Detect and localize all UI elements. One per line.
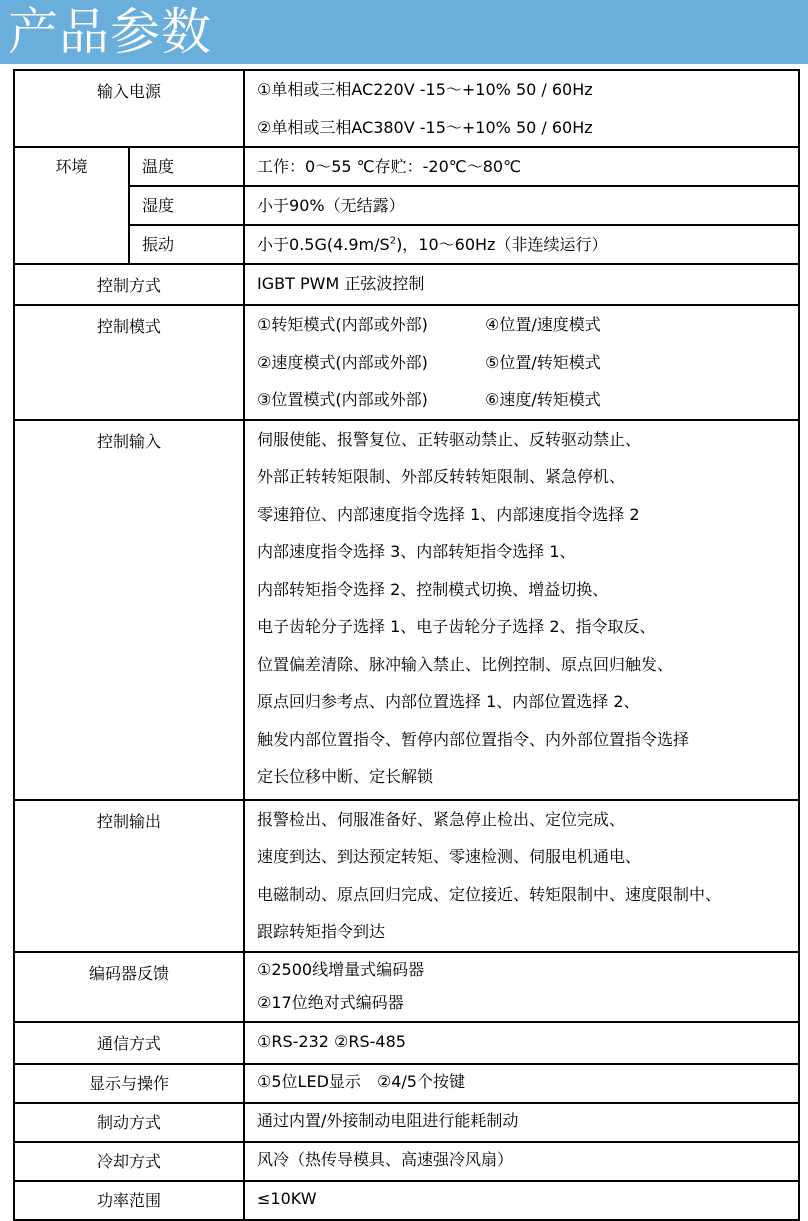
mode-item: ⑥速度/转矩模式 bbox=[485, 390, 601, 409]
mode-item: ②速度模式(内部或外部) bbox=[257, 352, 428, 372]
value-line: ①2500线增量式编码器 bbox=[257, 959, 425, 979]
row-label: 环境 bbox=[14, 147, 129, 264]
value-line: 内部转矩指令选择 2、控制模式切换、增益切换、 bbox=[257, 579, 609, 599]
table-row bbox=[14, 1103, 799, 1142]
row-label: 通信方式 bbox=[14, 1022, 244, 1064]
value-line: 伺服使能、报警复位、正转驱动禁止、反转驱动禁止、 bbox=[257, 429, 642, 449]
row-value: IGBT PWM 正弦波控制 bbox=[244, 264, 799, 305]
value-line: 触发内部位置指令、暂停内部位置指令、内外部位置指令选择 bbox=[257, 729, 690, 749]
table-row bbox=[14, 800, 799, 952]
value-line: 定长位移中断、定长解锁 bbox=[257, 767, 434, 786]
row-value: 风冷（热传导模具、高速强冷风扇） bbox=[244, 1142, 799, 1181]
row-label: 控制模式 bbox=[14, 305, 244, 420]
table-row bbox=[14, 1064, 799, 1103]
row-label: 控制方式 bbox=[14, 264, 244, 305]
value-line: 电子齿轮分子选择 1、电子齿轮分子选择 2、指令取反、 bbox=[257, 617, 656, 636]
value-line: 外部正转转矩限制、外部反转转矩限制、紧急停机、 bbox=[257, 467, 626, 486]
row-value bbox=[244, 420, 799, 800]
row-value: ≤10KW bbox=[244, 1181, 799, 1220]
value-line bbox=[257, 381, 798, 419]
mode-item: ③位置模式(内部或外部) bbox=[257, 390, 428, 409]
spec-table bbox=[13, 69, 800, 1221]
table-row bbox=[14, 264, 799, 305]
value-line: 位置偏差清除、脉冲输入禁止、比例控制、原点回归触发、 bbox=[257, 654, 674, 674]
row-label: 控制输出 bbox=[14, 800, 244, 952]
table-row bbox=[14, 147, 799, 186]
row-label: 显示与操作 bbox=[14, 1064, 244, 1103]
sub-label: 振动 bbox=[129, 225, 244, 264]
row-label: 输入电源 bbox=[14, 70, 244, 147]
value-text: )，10～60Hz（非连续运行） bbox=[396, 235, 608, 254]
row-value: ①5位LED显示 ②4/5个按键 bbox=[244, 1064, 799, 1103]
value-line: 报警检出、伺服准备好、紧急停止检出、定位完成、 bbox=[257, 809, 626, 829]
value-line: ①单相或三相AC220V -15～+10% 50 / 60Hz bbox=[257, 80, 593, 99]
row-label: 控制输入 bbox=[14, 420, 244, 800]
row-value: ①RS-232 ②RS-485 bbox=[244, 1022, 799, 1064]
page-title: 产品参数 bbox=[8, 3, 212, 61]
value-line: 原点回归参考点、内部位置选择 1、内部位置选择 2、 bbox=[257, 692, 640, 711]
row-value bbox=[244, 225, 799, 264]
table-row bbox=[14, 952, 799, 1022]
value-line: 内部速度指令选择 3、内部转矩指令选择 1、 bbox=[257, 542, 576, 561]
mode-item: ④位置/速度模式 bbox=[485, 315, 601, 334]
table-row bbox=[14, 70, 799, 147]
row-value bbox=[244, 952, 799, 1022]
row-value bbox=[244, 800, 799, 952]
row-label: 编码器反馈 bbox=[14, 952, 244, 1022]
row-value bbox=[244, 70, 799, 147]
value-line: ②17位绝对式编码器 bbox=[257, 992, 404, 1012]
value-line bbox=[257, 344, 798, 382]
row-value bbox=[244, 305, 799, 420]
value-line bbox=[257, 306, 798, 344]
row-value: 通过内置/外接制动电阻进行能耗制动 bbox=[244, 1103, 799, 1142]
row-label: 功率范围 bbox=[14, 1181, 244, 1220]
table-row bbox=[14, 420, 799, 800]
row-value: 工作：0～55 ℃存贮：-20℃～80℃ bbox=[244, 147, 799, 186]
value-line: 电磁制动、原点回归完成、定位接近、转矩限制中、速度限制中、 bbox=[257, 884, 722, 904]
table-row bbox=[14, 1181, 799, 1220]
table-row bbox=[14, 186, 799, 225]
sub-label: 湿度 bbox=[129, 186, 244, 225]
header-banner bbox=[0, 0, 808, 64]
superscript: 2 bbox=[389, 235, 397, 247]
value-text: 小于0.5G(4.9m/S bbox=[257, 235, 390, 254]
table-row bbox=[14, 225, 799, 264]
sub-label: 温度 bbox=[129, 147, 244, 186]
table-row bbox=[14, 1022, 799, 1064]
value-line: 跟踪转矩指令到达 bbox=[257, 922, 386, 941]
mode-item: ①转矩模式(内部或外部) bbox=[257, 315, 428, 334]
value-line: 零速箝位、内部速度指令选择 1、内部速度指令选择 2 bbox=[257, 504, 640, 524]
value-line: 速度到达、到达预定转矩、零速检测、伺服电机通电、 bbox=[257, 847, 642, 866]
row-value: 小于90%（无结露） bbox=[244, 186, 799, 225]
row-label: 冷却方式 bbox=[14, 1142, 244, 1181]
mode-item: ⑤位置/转矩模式 bbox=[485, 352, 601, 372]
row-label: 制动方式 bbox=[14, 1103, 244, 1142]
table-row bbox=[14, 1142, 799, 1181]
table-row bbox=[14, 305, 799, 420]
value-line: ②单相或三相AC380V -15～+10% 50 / 60Hz bbox=[257, 117, 593, 137]
